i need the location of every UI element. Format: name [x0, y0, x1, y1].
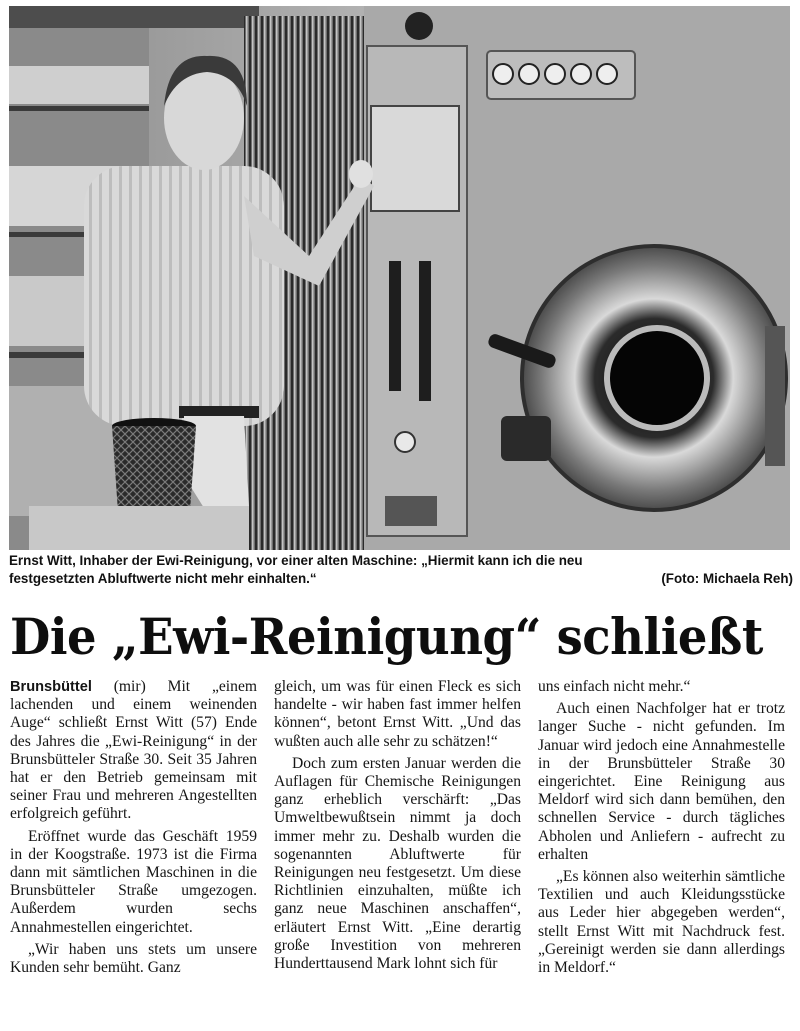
photo-credit: (Foto: Michaela Reh)	[661, 571, 793, 586]
photo-caption	[9, 552, 793, 588]
article-photo	[9, 6, 790, 550]
paragraph: Doch zum ersten Januar werden die Auflagen für Chemische Reinigungen ganz erheblich verschärft: „Das Umweltbewußtsein nimmt ja doch immer mehr zu. Deshalb wurden die sogenannten Abluftwerte für Reinigungen neu festgesetzt. Um diese Richtlinien einzuhalten, müßte ich ganz neue Maschinen anschaffen“, erläutert Ernst Witt. „Eine derartig große Investition von mehreren Hunderttausend Mark lohnt sich für	[274, 754, 521, 973]
paragraph: Auch einen Nachfolger hat er trotz langer Suche - nicht gefunden. Im Januar wird jedoch eine Annahmestelle in der Brunsbütteler Straße 30 eingerichtet. Eine Reinigung aus Meldorf wird sich dann bemühen, den schnellen Service - durch tägliches Abholen und Anliefern - aufrecht zu erhalten	[538, 700, 785, 863]
caption-line-2-text: festgesetzten Abluftwerte nicht mehr einhalten.“	[9, 571, 317, 586]
caption-line-2	[9, 570, 793, 588]
paragraph: gleich, um was für einen Fleck es sich handelte - wir haben fast immer helfen können“, betont Ernst Witt. „Und das wußten auch alle sehr zu schätzen!“	[274, 678, 521, 750]
dateline: Brunsbüttel	[10, 679, 92, 695]
article-body	[10, 678, 792, 1028]
paragraph: Eröffnet wurde das Geschäft 1959 in der Koogstraße. 1973 ist die Firma dann mit sämtlichen Maschinen in die Brunsbütteler Straße umgezogen. Außerdem wurden sechs Annahmestellen eingerichtet.	[10, 827, 257, 936]
paragraph: „Wir haben uns stets um unsere Kunden sehr bemüht. Ganz	[10, 940, 257, 977]
paragraph: uns einfach nicht mehr.“	[538, 678, 691, 695]
photo-illustration	[9, 6, 790, 550]
article-column-3	[538, 678, 785, 1028]
paragraph: „Es können also weiterhin sämtliche Textilien und auch Kleidungsstücke aus Leder hier abgegeben werden“, stellt Ernst Witt mit Nachdruck fest. „Gereinigt werden sie dann allerdings in Meldorf.“	[538, 868, 785, 977]
article-headline: Die „Ewi-Reinigung“ schließt	[10, 607, 763, 666]
caption-line-1: Ernst Witt, Inhaber der Ewi-Reinigung, vor einer alten Maschine: „Hiermit kann ich die neu	[9, 553, 583, 568]
paragraph-text: (mir) Mit „einem lachenden und einem weinenden Auge“ schließt Ernst Witt (57) Ende des Jahres die „Ewi-Reinigung“ in der Brunsbütteler Straße 30. Seit 35 Jahren hat er den Betrieb gemeinsam mit seiner Frau und mehreren Angestellten erfolgreich geführt.	[10, 678, 257, 823]
article-column-2	[274, 678, 521, 1028]
paragraph	[10, 678, 257, 824]
article-column-1	[10, 678, 257, 1028]
